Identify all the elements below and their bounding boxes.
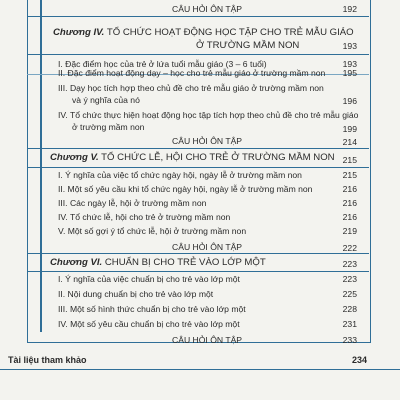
toc-entry: IV. Tổ chức lễ, hội cho trẻ ở trường mầm non (58, 212, 231, 222)
chapter-heading (50, 153, 335, 163)
divider (27, 54, 369, 55)
divider (27, 148, 369, 149)
page-number: 225 (342, 289, 357, 299)
review-questions: CÂU HỎI ÔN TẬP (172, 4, 243, 14)
toc-entry-cont: và ý nghĩa của nó (72, 95, 140, 105)
page-number: 215 (342, 155, 357, 165)
page-number: 193 (342, 41, 357, 51)
toc-entry: III. Dạy học tích hợp theo chủ đề cho trẻ mẫu giáo ở trường mầm non (58, 83, 324, 93)
toc-entry: I. Đặc điểm học của trẻ ở lứa tuổi mẫu giáo (3 – 6 tuổi) (58, 59, 267, 69)
page-number: 231 (342, 319, 357, 329)
review-questions: CÂU HỎI ÔN TẬP (172, 335, 243, 345)
toc-entry: I. Ý nghĩa của việc tổ chức ngày hội, ngày lễ ở trường mầm non (58, 170, 302, 180)
page-number: 223 (342, 259, 357, 269)
references-divider (0, 369, 400, 370)
page-number: 222 (342, 243, 357, 253)
page-number: 223 (342, 274, 357, 284)
toc-entry-cont: ở trường mầm non (72, 122, 145, 132)
toc-entry: II. Nội dung chuẩn bị cho trẻ vào lớp một (58, 289, 214, 299)
chapter-heading-cont: Ở TRƯỜNG MẦM NON (196, 40, 300, 51)
chapter-heading (50, 258, 266, 268)
chapter-label: Chương IV. (53, 27, 105, 38)
page-number: 214 (342, 137, 357, 147)
toc-entry: I. Ý nghĩa của việc chuẩn bị cho trẻ vào lớp một (58, 274, 240, 284)
page-number: 215 (342, 170, 357, 180)
page-number: 216 (342, 212, 357, 222)
review-questions: CÂU HỎI ÔN TẬP (172, 136, 243, 146)
toc-entry: V. Một số gợi ý tổ chức lễ, hội ở trường mầm non (58, 226, 247, 236)
toc-entry: IV. Một số yêu cầu chuẩn bị cho trẻ vào lớp một (58, 319, 240, 329)
page-number: 196 (342, 96, 357, 106)
references-label: Tài liệu tham khảo (8, 355, 87, 365)
chapter-heading (53, 28, 354, 38)
page-number: 216 (342, 184, 357, 194)
divider (27, 167, 369, 168)
chapter-title: TỔ CHỨC LỄ, HỘI CHO TRẺ Ở TRƯỜNG MẦM NON (101, 152, 335, 163)
chapter-title: CHUẨN BỊ CHO TRẺ VÀO LỚP MỘT (104, 257, 266, 268)
divider (27, 271, 369, 272)
review-questions: CÂU HỎI ÔN TẬP (172, 242, 243, 252)
chapter-title: TỔ CHỨC HOẠT ĐỘNG HỌC TẬP CHO TRẺ MẪU GIÁO (106, 27, 354, 38)
toc-entry: II. Một số yêu cầu khi tổ chức ngày hội, ngày lễ ở trường mầm non (58, 184, 313, 194)
chapter-label: Chương VI. (50, 257, 103, 268)
page-number: 228 (342, 304, 357, 314)
divider (27, 16, 369, 17)
page-number: 233 (342, 335, 357, 345)
page-number: 216 (342, 198, 357, 208)
references-page: 234 (351, 355, 367, 365)
toc-entry: III. Một số hình thức chuẩn bị cho trẻ vào lớp một (58, 304, 246, 314)
toc-entry: II. Đặc điểm hoạt động dạy – học cho trẻ mẫu giáo ở trường mầm non (58, 68, 326, 78)
page-number: 192 (342, 4, 357, 14)
section-bar (40, 0, 42, 332)
page-number: 219 (342, 226, 357, 236)
page-number: 199 (342, 124, 357, 134)
divider (27, 253, 369, 254)
page-number: 193 (342, 59, 357, 69)
page-number: 195 (342, 68, 357, 78)
toc-entry: IV. Tổ chức thực hiện hoạt động học tập tích hợp theo chủ đề cho trẻ mẫu giáo (58, 110, 359, 120)
toc-entry: III. Các ngày lễ, hội ở trường mầm non (58, 198, 207, 208)
chapter-label: Chương V. (50, 152, 99, 163)
